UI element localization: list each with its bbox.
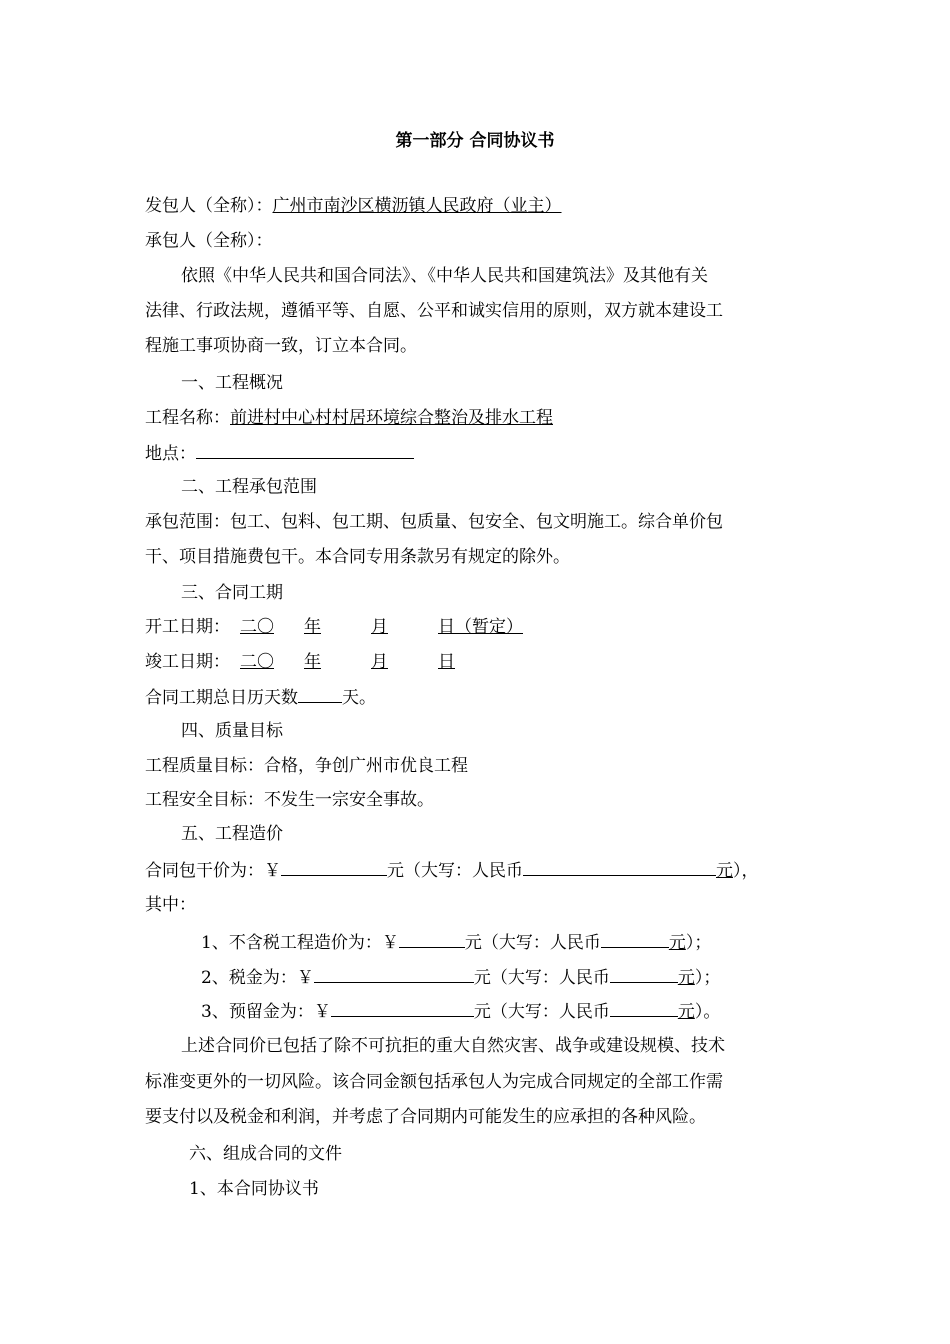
section-heading: 三、合同工期 — [181, 583, 283, 603]
location-label: 地点： — [145, 444, 196, 464]
employer-line — [145, 195, 562, 217]
risk-line: 要支付以及税金和利润，并考虑了合同期内可能发生的应承担的各种风险。 — [145, 1107, 706, 1127]
end-date-label: 竣工日期： — [145, 652, 230, 672]
daxie-blank — [610, 965, 678, 983]
price-item-blank — [314, 965, 474, 983]
yuan-label: 元 — [473, 1002, 491, 1022]
risk-line: 标准变更外的一切风险。该合同金额包括承包人为完成合同规定的全部工作需 — [145, 1072, 723, 1092]
of-which: 其中： — [145, 895, 196, 915]
duration-suffix: 天。 — [342, 688, 376, 708]
contract-price-blank — [281, 858, 387, 876]
price-item-blank — [399, 930, 465, 948]
preamble-line: 依照《中华人民共和国合同法》、《中华人民共和国建筑法》及其他有关 — [181, 266, 708, 286]
section-heading: 四、质量目标 — [181, 721, 283, 741]
section-heading: 一、工程概况 — [181, 373, 283, 393]
close-punct: ）。 — [694, 1002, 721, 1022]
close-punct: ）； — [694, 968, 721, 988]
end-date-value: 二〇 年 月 日 — [240, 652, 455, 672]
end-date-line — [145, 651, 455, 673]
start-date-label: 开工日期： — [145, 617, 230, 637]
price-item-2 — [201, 965, 720, 989]
daxie-blank — [601, 930, 669, 948]
daxie-blank — [610, 999, 678, 1017]
section-heading: 六、组成合同的文件 — [189, 1144, 342, 1164]
daxie-label: （大写：人民币 — [490, 968, 610, 988]
price-item-label: 2、税金为：￥ — [201, 968, 314, 988]
price-item-3 — [201, 999, 720, 1023]
price-item-label: 3、预留金为：￥ — [201, 1002, 331, 1022]
scope-line: 承包范围：包工、包料、包工期、包质量、包安全、包文明施工。综合单价包 — [145, 512, 723, 532]
yuan-label: 元 — [716, 861, 733, 881]
start-date-value: 二〇 年 月 日（暂定） — [240, 617, 523, 637]
section-heading: 二、工程承包范围 — [181, 477, 317, 497]
yuan-label: 元 — [677, 968, 695, 988]
safety-target: 工程安全目标：不发生一宗安全事故。 — [145, 790, 434, 810]
scope-line: 干、项目措施费包干。本合同专用条款另有规定的除外。 — [145, 547, 570, 567]
project-name-label: 工程名称： — [145, 408, 230, 428]
yuan-label: 元 — [464, 933, 482, 953]
yuan-label: 元 — [668, 933, 686, 953]
risk-line: 上述合同价已包括了除不可抗拒的重大自然灾害、战争或建设规模、技术 — [181, 1036, 725, 1056]
yuan-label: 元 — [677, 1002, 695, 1022]
preamble-line: 法律、行政法规，遵循平等、自愿、公平和诚实信用的原则，双方就本建设工 — [145, 301, 723, 321]
preamble-line: 程施工事项协商一致，订立本合同。 — [145, 336, 417, 356]
daxie-label: （大写：人民币 — [481, 933, 601, 953]
duration-label: 合同工期总日历天数 — [145, 688, 298, 708]
price-item-label: 1、不含税工程造价为：￥ — [201, 933, 399, 953]
page-title: 第一部分 合同协议书 — [395, 131, 555, 151]
price-item-blank — [331, 999, 474, 1017]
daxie-label: （大写：人民币 — [490, 1002, 610, 1022]
daxie-blank — [523, 858, 716, 876]
contractor-label: 承包人（全称）： — [145, 231, 273, 251]
employer-value: 广州市南沙区横沥镇人民政府（业主） — [272, 196, 562, 216]
duration-line — [145, 685, 376, 709]
quality-target: 工程质量目标：合格，争创广州市优良工程 — [145, 756, 468, 776]
location-line — [145, 441, 414, 465]
yuan-label: 元 — [473, 968, 491, 988]
project-name-value: 前进村中心村村居环境综合整治及排水工程 — [230, 408, 553, 428]
project-name-line — [145, 407, 553, 429]
document-item: 1、本合同协议书 — [189, 1179, 319, 1199]
close-punct: ）； — [685, 933, 712, 953]
contractor-line — [145, 230, 273, 252]
contract-price-line — [145, 858, 759, 882]
contract-price-label: 合同包干价为：￥ — [145, 861, 281, 881]
daxie-label: （大写：人民币 — [404, 861, 523, 881]
location-blank — [196, 441, 414, 459]
price-item-1 — [201, 930, 711, 954]
yuan-label: 元 — [387, 861, 404, 881]
duration-blank — [298, 685, 342, 703]
close-punct: ）， — [733, 861, 759, 881]
section-heading: 五、工程造价 — [181, 824, 283, 844]
employer-label: 发包人（全称）： — [145, 196, 273, 216]
start-date-line — [145, 616, 523, 638]
